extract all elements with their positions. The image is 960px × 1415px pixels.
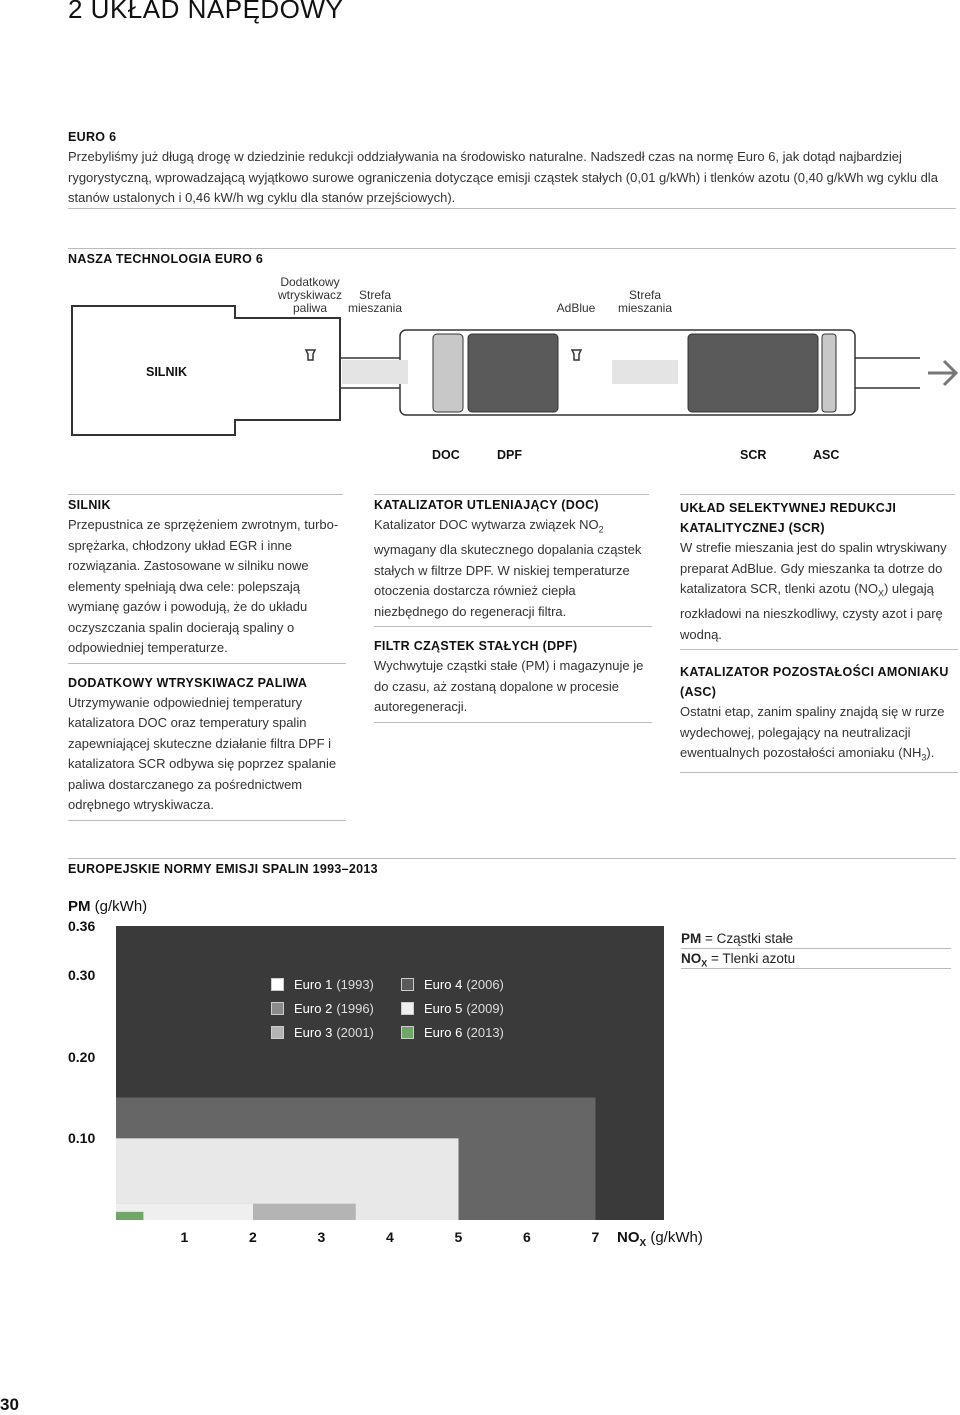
legend-item <box>401 1025 504 1040</box>
engine-label: SILNIK <box>146 365 187 379</box>
divider <box>374 722 652 723</box>
section-text: Przepustnica ze sprzężeniem zwrotnym, turbo-sprężarka, chłodzony układ EGR i inne rozwiązania. Zastosowane w silniku nowe elementy spełniają dwa cele: polepszają wymianę gazów i powodują, że do układu oczyszczania spalin docierają spaliny o odpowiedniej temperaturze. <box>68 517 339 655</box>
section-heading: DODATKOWY WTRYSKIWACZ PALIWA <box>68 675 308 690</box>
text-part: W strefie mieszania jest do spalin wtryskiwany preparat AdBlue. Gdy mieszanka ta dotrze do katalizatora SCR, tlenki azotu (NO <box>680 540 947 596</box>
column-scr-asc <box>680 498 958 773</box>
y-tick-label: 0.20 <box>68 1048 96 1065</box>
x-axis-label <box>617 1229 703 1249</box>
diagram-heading: NASZA TECHNOLOGIA EURO 6 <box>68 252 264 266</box>
y-tick-label: 0.10 <box>68 1130 96 1147</box>
subscript: 2 <box>598 524 604 535</box>
label-line: wtryskiwacz <box>277 288 342 302</box>
legend-item <box>271 1001 374 1016</box>
legend-swatch <box>271 1026 284 1039</box>
divider <box>374 494 649 495</box>
mixing-zone-1 <box>342 360 408 384</box>
column-engine <box>68 498 346 821</box>
euro6-body: Przebyliśmy już długą drogę w dziedzinie redukcji oddziaływania na środowisko naturalne. Nadszedł czas na normę Euro 6, jak dotąd najbardziej rygorystyczną, wprowadzającą wyjątkowo surowe ograniczenia dotyczące emisji cząstek stałych (0,01 g/kWh) i tlenków azotu (0,40 g/kWh wg cyklu dla stanów ustalonych i 0,46 kW/h wg cyklu dla stanów przejściowych). <box>68 149 938 205</box>
legend-series-name: Euro 5 <box>424 1001 463 1016</box>
divider <box>68 208 956 209</box>
legend-swatch <box>271 1002 284 1015</box>
legend-series-name: Euro 6 <box>424 1025 463 1040</box>
text-part: ) ulegają rozkładowi na nieszkodliwy, czysty azot i parę wodną. <box>680 581 943 642</box>
divider <box>680 494 955 495</box>
label-line: mieszania <box>617 301 673 315</box>
label-line: paliwa <box>292 301 328 315</box>
fuel-injector-icon <box>306 350 315 360</box>
divider <box>68 494 343 495</box>
section-text <box>374 515 652 622</box>
legend-swatch <box>271 978 284 991</box>
x-tick-label: 2 <box>249 1229 257 1245</box>
section-heading: KATALIZATOR POZOSTAŁOŚCI AMONIAKU (ASC) <box>680 665 949 700</box>
divider <box>68 858 956 859</box>
text-part: ). <box>926 745 935 761</box>
chart-heading: EUROPEJSKIE NORMY EMISJI SPALIN 1993–2013 <box>68 862 378 876</box>
divider <box>681 948 951 949</box>
x-tick-label: 5 <box>454 1229 463 1245</box>
legend-item <box>401 977 504 992</box>
doc-label: DOC <box>432 448 460 462</box>
x-axis-label-bold: NO <box>617 1229 640 1246</box>
label-line: Strefa <box>358 288 391 302</box>
subscript: 3 <box>921 752 927 763</box>
y-tick-label: 0.30 <box>68 967 96 983</box>
dpf-block <box>468 334 558 412</box>
legend-series-year: (1996) <box>336 1001 374 1016</box>
y-tick-label: 0.36 <box>68 918 96 934</box>
divider <box>680 772 958 773</box>
legend-series-name: Euro 3 <box>294 1025 333 1040</box>
divider <box>68 248 956 249</box>
y-axis-label <box>68 898 147 915</box>
engine-outline <box>72 306 340 435</box>
page-number: 30 <box>0 1395 19 1414</box>
chart-key <box>681 929 795 974</box>
y-axis-label-bold: PM <box>68 898 91 915</box>
divider <box>68 820 346 821</box>
legend-swatch <box>401 1002 414 1015</box>
emissions-chart <box>116 926 664 1220</box>
x-tick-label: 1 <box>180 1229 189 1245</box>
legend-series-year: (2006) <box>466 977 504 992</box>
legend-series-year: (2013) <box>466 1025 504 1040</box>
label-line: Dodatkowy <box>280 275 340 289</box>
section-text: Wychwytuje cząstki stałe (PM) i magazynuje je do czasu, aż zostaną dopalone w procesie autoregeneracji. <box>374 658 644 715</box>
section-heading: FILTR CZĄSTEK STAŁYCH (DPF) <box>374 639 578 654</box>
scr-block <box>688 334 818 412</box>
area-euro-6 <box>116 1212 143 1220</box>
mixing-zone-2 <box>612 360 678 384</box>
exhaust-system-diagram <box>60 292 960 442</box>
legend-swatch <box>401 1026 414 1039</box>
label-line: mieszania <box>347 301 403 315</box>
section-heading: UKŁAD SELEKTYWNEJ REDUKCJI KATALITYCZNEJ (SCR) <box>680 501 897 535</box>
legend-series-year: (2009) <box>466 1001 504 1016</box>
asc-label: ASC <box>813 448 840 462</box>
section-heading: SILNIK <box>68 498 111 512</box>
key-nox <box>681 949 795 974</box>
key-nox-sub: X <box>701 958 708 969</box>
x-tick-label: 4 <box>386 1229 394 1245</box>
section-heading: KATALIZATOR UTLENIAJĄCY (DOC) <box>374 498 599 512</box>
legend-series-name: Euro 1 <box>294 977 333 992</box>
label-adblue: AdBlue <box>556 301 596 315</box>
key-nox-text: = Tlenki azotu <box>707 951 796 966</box>
legend-swatch <box>401 978 414 991</box>
key-pm-text: = Cząstki stałe <box>701 931 794 946</box>
doc-block <box>433 334 463 412</box>
text-part: Katalizator DOC wytwarza związek NO <box>374 517 599 532</box>
x-axis-label-unit: (g/kWh) <box>646 1229 703 1246</box>
key-nox-bold: NO <box>681 951 702 966</box>
x-tick-label: 3 <box>317 1229 326 1245</box>
legend-series-year: (1993) <box>336 977 374 992</box>
x-axis-label-sub: X <box>639 1238 647 1249</box>
divider <box>68 663 346 664</box>
text-part: Ostatni etap, zanim spaliny znajdą się w rurze wydechowej, polegający na neutralizacji ewentualnych pozostałości amoniaku (NH <box>680 704 945 761</box>
section-text: Utrzymywanie odpowiedniej temperatury katalizatora DOC oraz temperatury spalin zapewniającej skuteczne działanie filtra DPF i katalizatora SCR odbywa się poprzez spalanie paliwa dostarczanego za pośrednictwem odrębnego wtryskiwacza. <box>68 694 337 812</box>
subscript: X <box>877 588 884 599</box>
legend-series-year: (2001) <box>336 1025 374 1040</box>
asc-block <box>822 334 836 412</box>
section-text <box>680 538 958 645</box>
divider <box>374 626 652 627</box>
legend-item <box>271 977 374 992</box>
divider <box>680 649 958 650</box>
x-tick-label: 7 <box>591 1229 600 1245</box>
page-title: 2 UKŁAD NAPĘDOWY <box>68 0 344 24</box>
x-tick-label: 6 <box>523 1229 531 1245</box>
dpf-label: DPF <box>497 448 522 462</box>
key-pm-bold: PM <box>681 931 702 946</box>
euro6-heading: EURO 6 <box>68 130 117 144</box>
legend-series-name: Euro 4 <box>424 977 463 992</box>
divider <box>681 968 951 969</box>
legend-item <box>271 1025 374 1040</box>
y-axis-label-unit: (g/kWh) <box>90 898 148 915</box>
legend-item <box>401 1001 504 1016</box>
key-pm <box>681 929 795 949</box>
label-line: Strefa <box>628 288 661 302</box>
adblue-injector-icon <box>572 350 581 360</box>
text-part: wymagany dla skutecznego dopalania cząstek stałych w filtrze DPF. W niskiej temperaturze otoczenia dostarcza również ciepła niezbędnego do regeneracji filtra. <box>374 542 642 619</box>
column-doc-dpf <box>374 498 652 723</box>
flow-arrow-icon <box>928 361 956 385</box>
legend-series-name: Euro 2 <box>294 1001 333 1016</box>
scr-label: SCR <box>740 448 767 462</box>
section-text <box>680 702 958 768</box>
